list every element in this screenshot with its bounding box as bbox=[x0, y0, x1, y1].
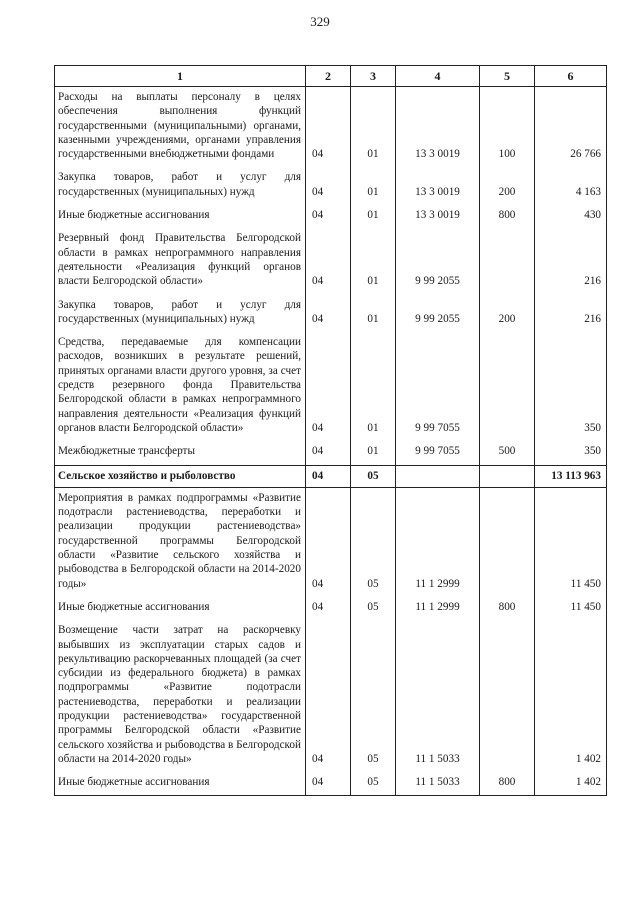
row-amount: 26 766 bbox=[535, 87, 607, 168]
row-description: Закупка товаров, работ и услуг для государственных (муниципальных) нужд bbox=[55, 167, 306, 205]
row-subsection: 01 bbox=[351, 441, 396, 465]
row-description: Возмещение части затрат на раскорчевку выбывших из эксплуатации старых садов и рекультивацию раскорчеванных площадей (за счет субсидии из федерального бюджета) в рамках подпрограммы «Развитие подотрасли растениеводства, переработки и реализации продукции растениеводства» государственной программы Белгородской области «Развитие сельского хозяйства и рыбоводства в Белгородской области на 2014-2020 годы» bbox=[55, 620, 306, 772]
table-row bbox=[55, 620, 607, 772]
row-target-code: 11 1 5033 bbox=[396, 620, 480, 772]
row-expense-type bbox=[480, 465, 535, 487]
row-target-code: 9 99 7055 bbox=[396, 441, 480, 465]
row-expense-type bbox=[480, 228, 535, 294]
table-row bbox=[55, 205, 607, 228]
row-description: Межбюджетные трансферты bbox=[55, 441, 306, 465]
row-target-code: 9 99 2055 bbox=[396, 295, 480, 333]
row-target-code bbox=[396, 465, 480, 487]
row-subsection: 05 bbox=[351, 487, 396, 597]
row-amount: 216 bbox=[535, 295, 607, 333]
row-expense-type: 800 bbox=[480, 772, 535, 796]
row-section: 04 bbox=[306, 87, 351, 168]
table-row bbox=[55, 87, 607, 168]
budget-table bbox=[54, 65, 607, 796]
row-description: Иные бюджетные ассигнования bbox=[55, 597, 306, 620]
row-expense-type: 500 bbox=[480, 441, 535, 465]
row-target-code: 9 99 2055 bbox=[396, 228, 480, 294]
row-section: 04 bbox=[306, 597, 351, 620]
header-col-5: 5 bbox=[480, 66, 535, 87]
row-expense-type: 800 bbox=[480, 205, 535, 228]
row-subsection: 01 bbox=[351, 228, 396, 294]
row-amount: 4 163 bbox=[535, 167, 607, 205]
row-subsection: 05 bbox=[351, 597, 396, 620]
table-row bbox=[55, 772, 607, 796]
row-subsection: 01 bbox=[351, 332, 396, 441]
row-description: Резервный фонд Правительства Белгородской области в рамках непрограммного направления деятельности «Реализация функций органов власти Белгородской области» bbox=[55, 228, 306, 294]
row-expense-type: 100 bbox=[480, 87, 535, 168]
row-description: Иные бюджетные ассигнования bbox=[55, 205, 306, 228]
row-target-code: 9 99 7055 bbox=[396, 332, 480, 441]
row-subsection: 05 bbox=[351, 772, 396, 796]
row-amount: 1 402 bbox=[535, 772, 607, 796]
row-expense-type bbox=[480, 620, 535, 772]
row-amount: 216 bbox=[535, 228, 607, 294]
table-row bbox=[55, 228, 607, 294]
row-amount: 1 402 bbox=[535, 620, 607, 772]
row-description: Расходы на выплаты персоналу в целях обеспечения выполнения функций государственными (муниципальными) органами, казенными учреждениями, органами управления государственными внебюджетными фондами bbox=[55, 87, 306, 168]
row-section: 04 bbox=[306, 487, 351, 597]
row-section: 04 bbox=[306, 332, 351, 441]
row-section: 04 bbox=[306, 772, 351, 796]
row-amount: 13 113 963 bbox=[535, 465, 607, 487]
row-target-code: 11 1 2999 bbox=[396, 487, 480, 597]
row-section: 04 bbox=[306, 620, 351, 772]
header-col-3: 3 bbox=[351, 66, 396, 87]
row-amount: 350 bbox=[535, 441, 607, 465]
row-section: 04 bbox=[306, 465, 351, 487]
header-col-2: 2 bbox=[306, 66, 351, 87]
header-col-1: 1 bbox=[55, 66, 306, 87]
table-body bbox=[55, 87, 607, 796]
row-description: Средства, передаваемые для компенсации расходов, возникших в результате решений, принятых органами власти другого уровня, за счет средств резервного фонда Правительства Белгородской области в рамках непрограммного направления деятельности «Реализация функций органов власти Белгородской области» bbox=[55, 332, 306, 441]
row-subsection: 01 bbox=[351, 167, 396, 205]
row-subsection: 05 bbox=[351, 620, 396, 772]
row-description: Иные бюджетные ассигнования bbox=[55, 772, 306, 796]
row-subsection: 01 bbox=[351, 205, 396, 228]
row-expense-type: 200 bbox=[480, 295, 535, 333]
row-section: 04 bbox=[306, 167, 351, 205]
row-subsection: 01 bbox=[351, 87, 396, 168]
row-section: 04 bbox=[306, 205, 351, 228]
row-target-code: 11 1 5033 bbox=[396, 772, 480, 796]
header-row bbox=[55, 66, 607, 87]
table-row bbox=[55, 597, 607, 620]
row-subsection: 01 bbox=[351, 295, 396, 333]
row-amount: 430 bbox=[535, 205, 607, 228]
row-amount: 11 450 bbox=[535, 597, 607, 620]
row-target-code: 13 3 0019 bbox=[396, 167, 480, 205]
row-amount: 350 bbox=[535, 332, 607, 441]
header-col-4: 4 bbox=[396, 66, 480, 87]
row-amount: 11 450 bbox=[535, 487, 607, 597]
row-target-code: 13 3 0019 bbox=[396, 205, 480, 228]
row-subsection: 05 bbox=[351, 465, 396, 487]
row-expense-type: 800 bbox=[480, 597, 535, 620]
table-row bbox=[55, 167, 607, 205]
row-section: 04 bbox=[306, 295, 351, 333]
row-target-code: 11 1 2999 bbox=[396, 597, 480, 620]
row-expense-type: 200 bbox=[480, 167, 535, 205]
page-number: 329 bbox=[310, 14, 330, 29]
row-expense-type bbox=[480, 487, 535, 597]
row-section: 04 bbox=[306, 441, 351, 465]
row-description: Мероприятия в рамках подпрограммы «Развитие подотрасли растениеводства, переработки и реализации продукции растениеводства» государственной программы Белгородской области «Развитие сельского хозяйства и рыбоводства в Белгородской области на 2014-2020 годы» bbox=[55, 487, 306, 597]
table-row bbox=[55, 487, 607, 597]
row-description: Сельское хозяйство и рыболовство bbox=[55, 465, 306, 487]
table-row bbox=[55, 295, 607, 333]
header-col-6: 6 bbox=[535, 66, 607, 87]
table-row bbox=[55, 441, 607, 465]
row-target-code: 13 3 0019 bbox=[396, 87, 480, 168]
row-expense-type bbox=[480, 332, 535, 441]
table-row bbox=[55, 465, 607, 487]
row-description: Закупка товаров, работ и услуг для государственных (муниципальных) нужд bbox=[55, 295, 306, 333]
table-row bbox=[55, 332, 607, 441]
row-section: 04 bbox=[306, 228, 351, 294]
